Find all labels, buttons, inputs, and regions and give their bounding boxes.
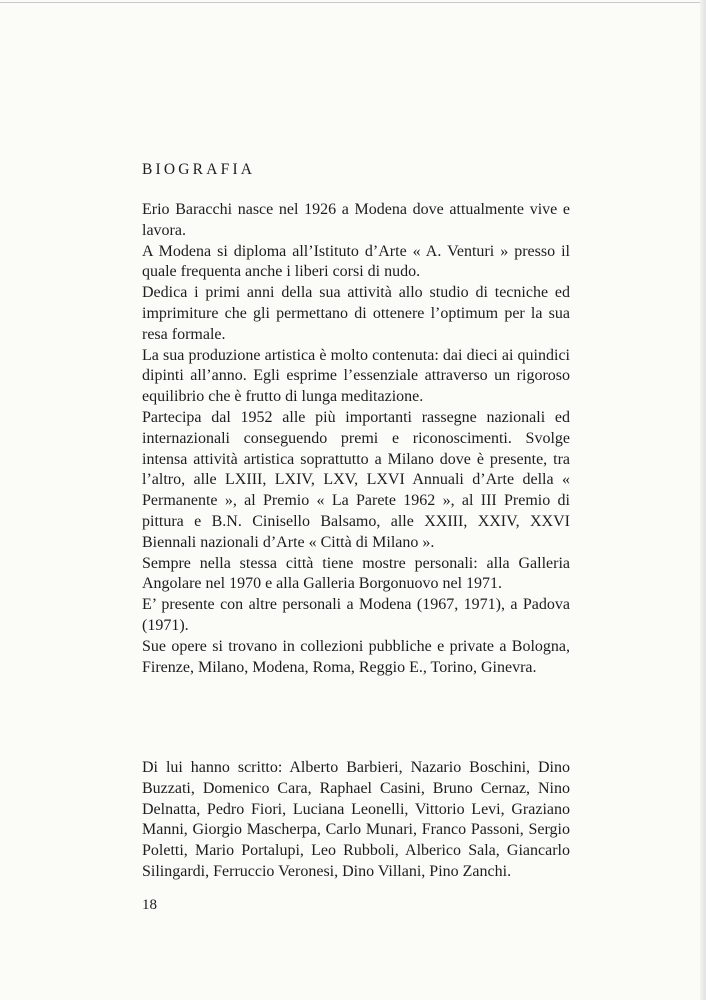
scan-top-edge	[0, 2, 706, 3]
authors-paragraph: Di lui hanno scritto: Alberto Barbieri, Nazario Boschini, Dino Buzzati, Domenico Cara, Raphael Casini, Bruno Cernaz, Nino Delnatta, Pedro Fiori, Luciana Leonelli, Vittorio Levi, Graziano Manni, Giorgio Mascherpa, Carlo Munari, Franco Passoni, Sergio Poletti, Mario Portalupi, Leo Rubboli, Alberico Sala, Giancarlo Silingardi, Ferruccio Veronesi, Dino Villani, Pino Zanchi.	[142, 759, 570, 880]
biography-paragraph: Partecipa dal 1952 alle più importanti rassegne nazionali ed internazionali conseguendo premi e riconoscimenti. Svolge intensa attività artistica soprattutto a Milano dove è presente, tra l’altro, alle LXIII, LXIV, LXV, LXVI Annuali d’Arte della « Permanente », al Premio « La Parete 1962 », al III Premio di pittura e B.N. Cinisello Balsamo, alle XXIII, XXIV, XXVI Biennali nazionali d’Arte « Città di Milano ».	[142, 408, 570, 551]
biography-paragraph: Dedica i primi anni della sua attività allo studio di tecniche ed imprimiture che gli permettano di ottenere l’optimum per la sua resa formale.	[142, 284, 570, 343]
section-heading: BIOGRAFIA	[142, 161, 256, 178]
biography-paragraph: E’ presente con altre personali a Modena (1967, 1971), a Padova (1971).	[142, 596, 570, 634]
biography-paragraph: La sua produzione artistica è molto contenuta: dai dieci ai quindici dipinti all’anno. Egli esprime l’essenziale attraverso un rigoroso equilibrio che è frutto di lunga meditazione.	[142, 346, 570, 406]
biography-paragraph: A Modena si diploma all’Istituto d’Arte « A. Venturi » presso il quale frequenta anche i liberi corsi di nudo.	[142, 242, 570, 281]
authors-list	[142, 758, 570, 883]
biography-paragraph: Sue opere si trovano in collezioni pubbliche e private a Bologna, Firenze, Milano, Modena, Roma, Reggio E., Torino, Ginevra.	[142, 637, 570, 676]
scan-right-edge	[700, 0, 706, 1000]
biography-paragraph: Sempre nella stessa città tiene mostre personali: alla Galleria Angolare nel 1970 e alla Galleria Borgonuovo nel 1971.	[142, 554, 570, 593]
biography-paragraph: Erio Baracchi nasce nel 1926 a Modena dove attualmente vive e lavora.	[142, 201, 570, 239]
biography-text	[142, 200, 570, 678]
page-number: 18	[142, 897, 157, 913]
